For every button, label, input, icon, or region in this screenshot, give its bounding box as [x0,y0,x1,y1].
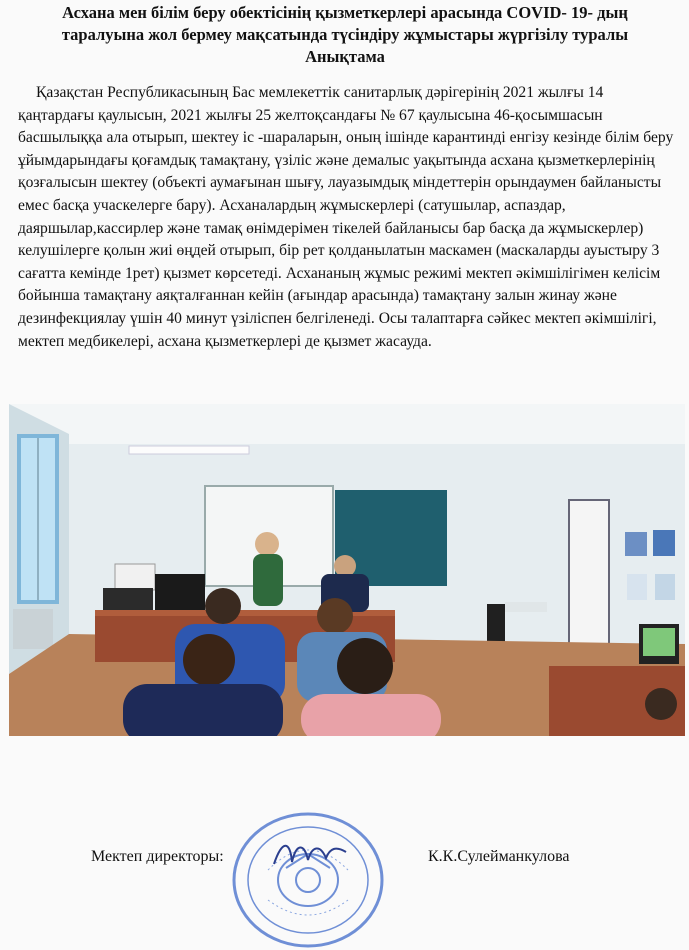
document-title [20,2,670,68]
signature-block [0,840,689,950]
meeting-photo [9,404,685,736]
title-line-1: Асхана мен білім беру обектісінің қызметкерлері арасында COVID- 19- дың [62,3,628,22]
signature-label: Мектеп директоры: [91,848,224,865]
body-paragraph: Қазақстан Республикасының Бас мемлекеттік санитарлық дәрігерінің 2021 жылғы 14 қаңтардағы қаулысын, 2021 жылғы 25 желтоқсандағы № 67 қаулысына 46-қосымшасын басшылыққа ала отырып, шектеу іс -шараларын, оның ішінде карантинді енгізу кезінде білім беру ұйымдарындағы қоғамдық тамақтану, үзіліс және демалыс уақытында асхана қызметкерлерінің қозғалысын шектеу (объекті аумағынан шығу, лауазымдық міндеттерін орындаумен байланысты емес басқа учаскелерге бару). Асханалардың жұмыскерлері (сатушылар, аспаздар, даяршылар,кассирлер және тамақ өнімдерімен тікелей байланысы бар басқа да жұмыскерлер) келушілерге қолын жиі өңдей отырып, бір рет қолданылатын маскамен (маскаларды ауыстыру 3 сағатта кемінде 1рет) қызмет көрсетеді. Асхананың жұмыс режимі мектеп әкімшілігімен келісім бойынша тамақтану аяқталғаннан кейін (ағындар арасында) тамақтану залын жинау және дезинфекциялау үшін 40 минут үзіліспен белгіленеді. Осы талаптарға сәйкес мектеп әкімшілігі, мектеп медбикелері, асхана қызметкерлері де қызмет жасауда. [18,84,674,350]
title-line-3: Анықтама [305,47,385,66]
signature-name: К.К.Сулейманкулова [428,848,570,865]
round-school-seal-icon [228,810,388,950]
handwritten-signature-icon [270,834,350,874]
title-line-2: таралуына жол бермеу мақсатында түсіндіру жұмыстары жүргізілу туралы [61,25,629,44]
